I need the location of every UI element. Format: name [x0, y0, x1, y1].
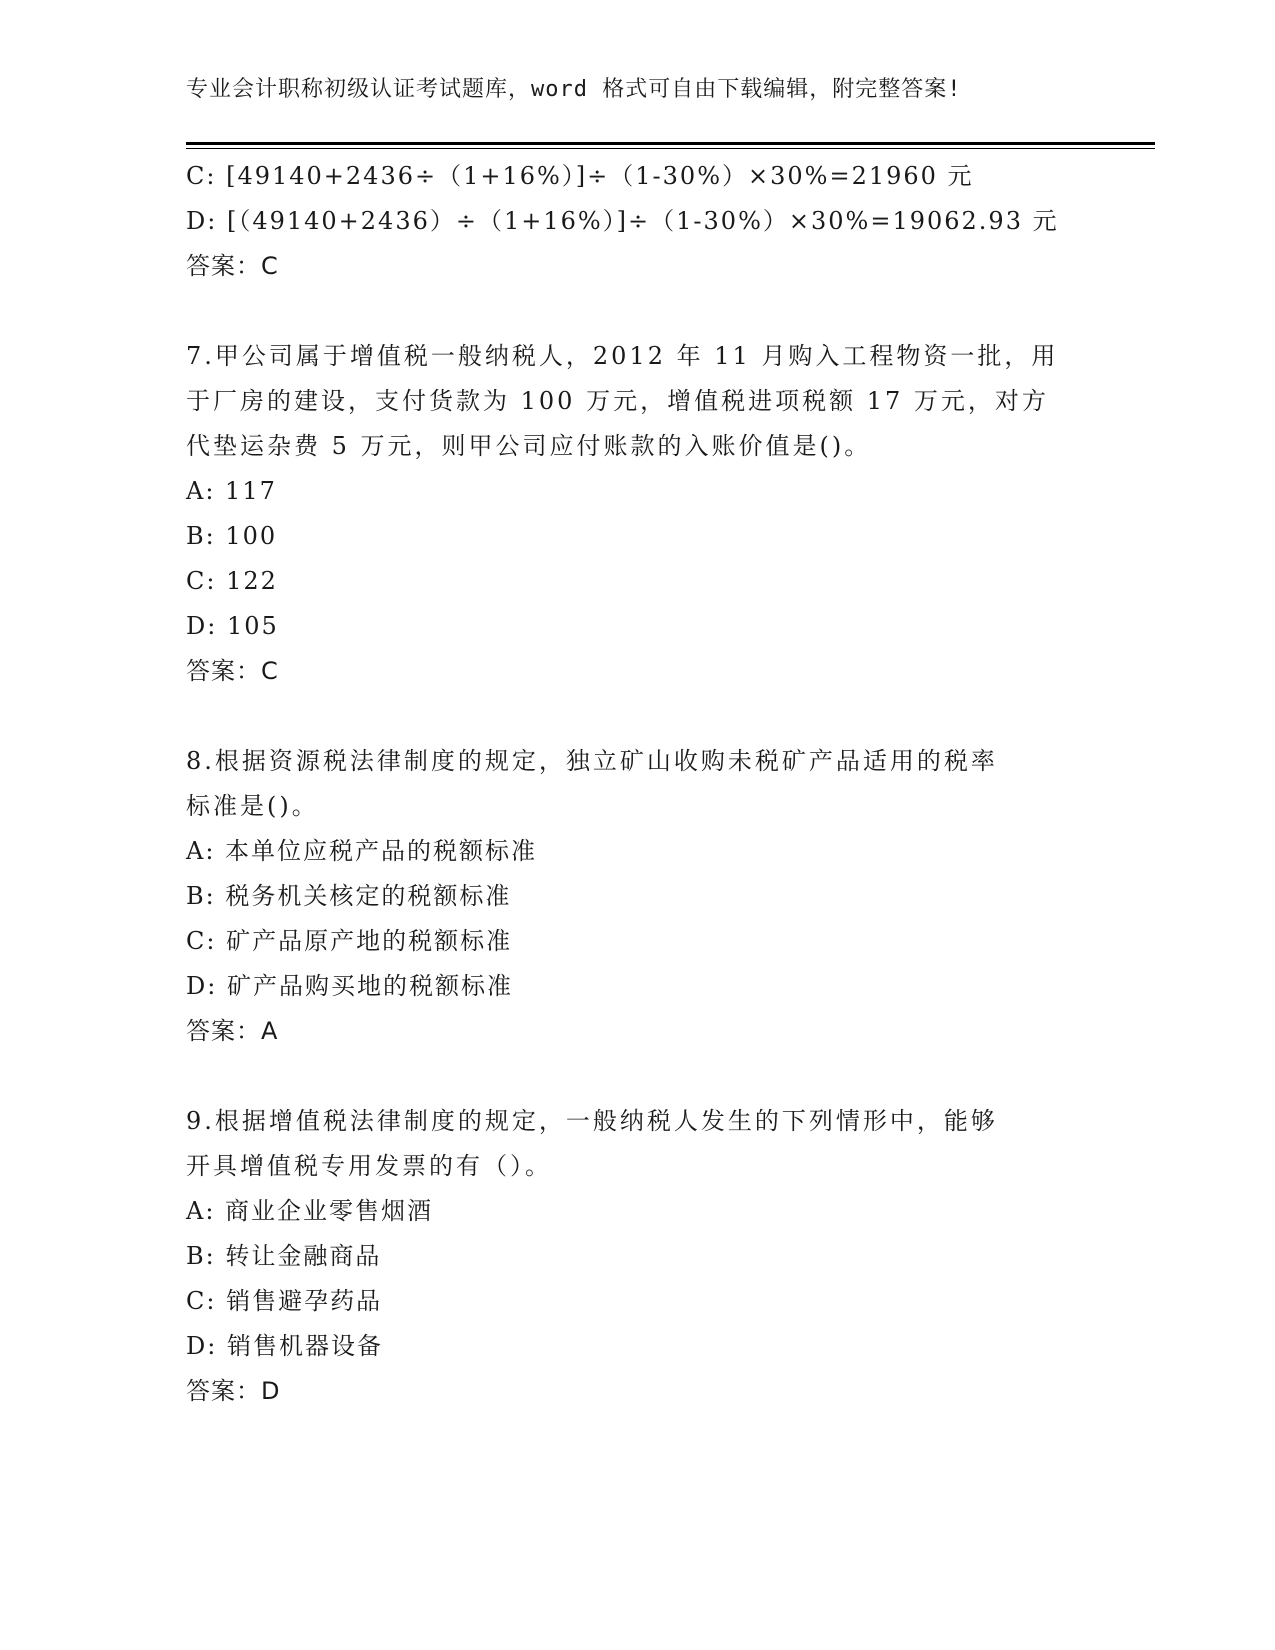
page-header: 专业会计职称初级认证考试题库，word 格式可自由下载编辑，附完整答案!	[186, 77, 962, 102]
option-c: C: 122	[186, 567, 278, 595]
question-answer: 答案：D	[186, 1377, 281, 1405]
option-d: D: 矿产品购买地的税额标准	[186, 972, 513, 1000]
option-b: B: 100	[186, 522, 278, 550]
question-stem-line: 7.甲公司属于增值税一般纳税人，2012 年 11 月购入工程物资一批，用	[186, 342, 1059, 370]
question-stem-line: 标准是()。	[186, 792, 319, 820]
option-b: B: 转让金融商品	[186, 1242, 382, 1270]
option-d: D: 销售机器设备	[186, 1332, 383, 1360]
question-stem-line: 代垫运杂费 5 万元，则甲公司应付账款的入账价值是()。	[186, 432, 872, 460]
question-stem-line: 开具增值税专用发票的有（）。	[186, 1152, 552, 1180]
option-a: A: 本单位应税产品的税额标准	[186, 837, 538, 865]
option-a: A: 商业企业零售烟酒	[186, 1197, 434, 1225]
prev-option-c: C: [49140+2436÷（1+16%）]÷（1-30%）×30%=21960 元	[186, 162, 974, 190]
header-rule-thick	[186, 142, 1155, 145]
question-answer: 答案：C	[186, 657, 279, 685]
question-stem-line: 8.根据资源税法律制度的规定，独立矿山收购未税矿产品适用的税率	[186, 747, 998, 775]
question-answer: 答案：A	[186, 1017, 279, 1045]
question-8	[186, 739, 1086, 1054]
document-body	[186, 154, 1086, 1414]
question-stem-line: 于厂房的建设，支付货款为 100 万元，增值税进项税额 17 万元，对方	[186, 387, 1049, 415]
prev-option-d: D: [（49140+2436）÷（1+16%）]÷（1-30%）×30%=19062.93 元	[186, 207, 1059, 235]
prev-answer: 答案：C	[186, 252, 279, 280]
question-7	[186, 334, 1086, 694]
option-b: B: 税务机关核定的税额标准	[186, 882, 512, 910]
option-c: C: 矿产品原产地的税额标准	[186, 927, 513, 955]
option-d: D: 105	[186, 612, 279, 640]
option-c: C: 销售避孕药品	[186, 1287, 383, 1315]
header-rule-thin	[186, 148, 1155, 149]
question-stem-line: 9.根据增值税法律制度的规定，一般纳税人发生的下列情形中，能够	[186, 1107, 998, 1135]
option-a: A: 117	[186, 477, 277, 505]
question-9	[186, 1099, 1086, 1414]
